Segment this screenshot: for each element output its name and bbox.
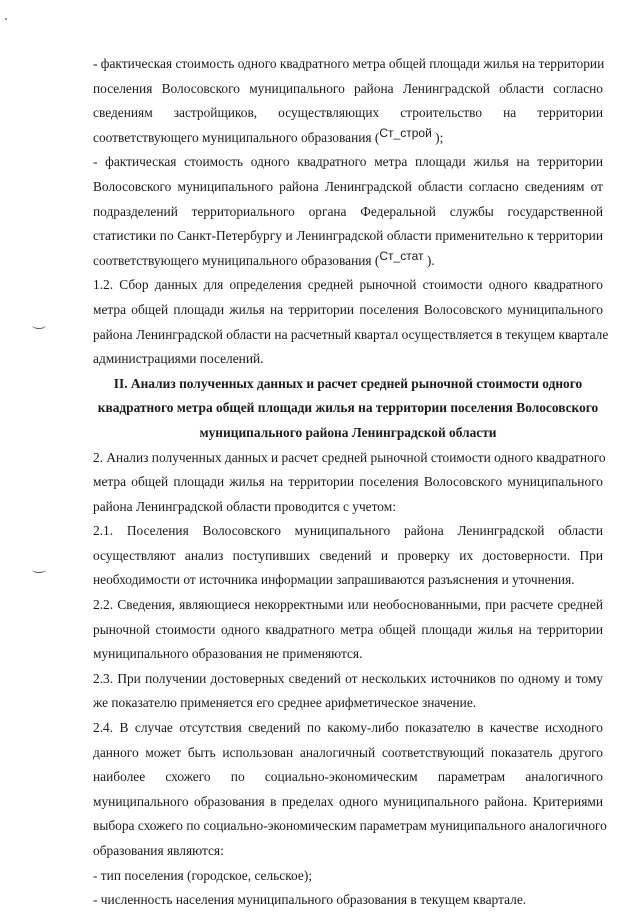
text-line: муниципального образования в пределах одного муниципального района. Критериями: [93, 793, 603, 809]
text-line: района Ленинградской области проводится с учетом:: [93, 498, 396, 514]
text-line: поселения Волосовского муниципального района Ленинградской области согласно: [93, 80, 603, 96]
paragraph-2-2: [93, 593, 603, 667]
text-line: [93, 249, 603, 274]
heading-line: муниципального района Ленинградской области: [199, 424, 497, 440]
document-body: [93, 52, 609, 913]
paragraph-2-1: [93, 519, 603, 593]
binding-hole-mark: [32, 566, 46, 573]
list-item: - тип поселения (городское, сельское);: [93, 867, 313, 883]
text-line: же показателю применяется его среднее арифметическое значение.: [93, 695, 477, 711]
text-line: образования являются:: [93, 843, 224, 858]
text-line: - фактическая стоимость одного квадратного метра площади жилья на территории: [93, 154, 603, 170]
text-line: рыночной стоимости одного квадратного метра общей площади жилья на территории: [93, 621, 603, 637]
text-line: наиболее схожего по социально-экономическим параметрам аналогичного: [93, 769, 603, 785]
binding-hole-mark: [32, 322, 46, 329]
section-2-heading: [93, 372, 603, 446]
heading-line: квадратного метра общей площади жилья на территории поселения Волосовского: [97, 400, 599, 416]
text-line: 2.4. В случае отсутствия сведений по какому-либо показателю в качестве исходного: [93, 720, 603, 736]
text-line: 2.1. Поселения Волосовского муниципального района Ленинградской области: [93, 523, 603, 539]
text-line: 2.3. При получении достоверных сведений от нескольких источников по одному и тому: [93, 670, 603, 686]
text-line: района Ленинградской области на расчетный квартал осуществляется в текущем квартале: [93, 326, 609, 342]
text-line: 2. Анализ полученных данных и расчет средней рыночной стоимости одного квадратного: [93, 449, 606, 465]
text-fragment: );: [435, 129, 444, 145]
formula-st-stat: Ст_стат: [379, 248, 424, 263]
text-line: метра общей площади жилья на территории поселения Волосовского муниципального: [93, 301, 603, 317]
text-line: данного может быть использован аналогичный соответствующий показатель другого: [93, 744, 603, 760]
text-line: необходимости от источника информации запрашиваются разъяснения и уточнения.: [93, 572, 575, 588]
text-line: подразделений территориального органа Федеральной службы государственной: [93, 203, 603, 219]
list-item-construction-cost: [93, 52, 603, 150]
paragraph-2-4: [93, 716, 607, 864]
text-line: 2.2. Сведения, являющиеся некорректными или необоснованными, при расчете средней: [93, 597, 603, 613]
text-fragment: соответствующего муниципального образования (: [93, 129, 380, 145]
list-item-statistics-cost: [93, 150, 603, 273]
text-line: статистики по Санкт-Петербургу и Ленинградской области применительно к территории: [93, 228, 603, 244]
text-line: Волосовского муниципального района Ленинградской области согласно сведениям от: [93, 178, 603, 194]
text-line: администрациями поселений.: [93, 351, 264, 367]
text-line: выбора схожего по социально-экономическим параметрам муниципального аналогичного: [93, 818, 607, 834]
text-line: 1.2. Сбор данных для определения средней рыночной стоимости одного квадратного: [93, 277, 603, 293]
text-line: осуществляют анализ поступивших сведений и проверку их достоверности. При: [93, 547, 603, 563]
scan-speck: [5, 18, 7, 20]
text-line: - фактическая стоимость одного квадратного метра общей площади жилья на территории: [93, 56, 605, 71]
text-fragment: соответствующего муниципального образования (: [93, 252, 380, 268]
text-fragment: ).: [426, 252, 435, 268]
text-line: сведениям застройщиков, осуществляющих строительство на территории: [93, 105, 603, 121]
formula-st-stroy: Ст_строй: [379, 125, 432, 140]
text-line: [93, 126, 603, 151]
heading-line: II. Анализ полученных данных и расчет средней рыночной стоимости одного: [113, 375, 583, 391]
paragraph-2-3: [93, 667, 603, 716]
criteria-list: [93, 864, 603, 913]
text-line: муниципального образования не применяются.: [93, 646, 363, 662]
list-item: - численность населения муниципального образования в текущем квартале.: [93, 892, 527, 908]
paragraph-2: [93, 446, 606, 520]
text-line: метра общей площади жилья на территории поселения Волосовского муниципального: [93, 474, 603, 490]
paragraph-1-2: [93, 273, 609, 371]
